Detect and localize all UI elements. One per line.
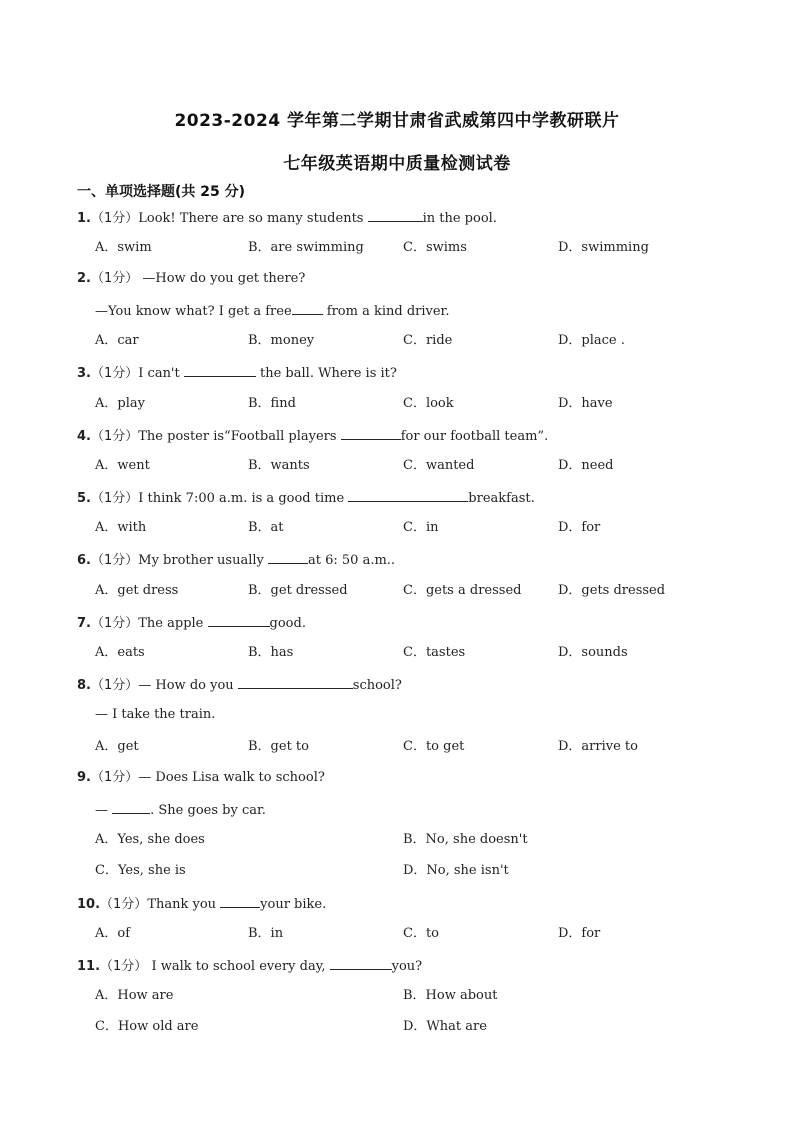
option-d[interactable]: D．gets dressed bbox=[558, 583, 666, 598]
option-a[interactable]: A．Yes, she does bbox=[95, 832, 205, 847]
option-c[interactable]: C．gets a dressed bbox=[403, 583, 522, 598]
question-score: （1分） bbox=[90, 616, 139, 631]
option-a[interactable]: A．car bbox=[95, 333, 139, 348]
option-d[interactable]: D．arrive to bbox=[558, 739, 638, 754]
answer-blank[interactable] bbox=[330, 957, 392, 970]
option-c[interactable]: C．to bbox=[403, 926, 439, 941]
answer-blank[interactable] bbox=[348, 489, 468, 502]
option-d[interactable]: D．What are bbox=[403, 1019, 487, 1034]
option-c[interactable]: C．ride bbox=[403, 333, 453, 348]
option-a[interactable]: A．swim bbox=[95, 240, 152, 255]
question-number: 1. bbox=[77, 211, 91, 226]
question-text: The apple bbox=[138, 616, 208, 631]
question-11 bbox=[77, 957, 422, 975]
option-c[interactable]: C．How old are bbox=[95, 1019, 199, 1034]
option-d[interactable]: D．for bbox=[558, 520, 601, 535]
option-a[interactable]: A．How are bbox=[95, 988, 174, 1003]
question-text: —How do you get there? bbox=[138, 271, 306, 286]
question-7 bbox=[77, 614, 306, 632]
option-a[interactable]: A．get bbox=[95, 739, 139, 754]
question-number: 2. bbox=[77, 271, 91, 286]
option-a[interactable]: A．with bbox=[95, 520, 147, 535]
answer-blank[interactable] bbox=[268, 551, 308, 564]
question-8-line2: — I take the train. bbox=[95, 707, 216, 722]
option-b[interactable]: B．get to bbox=[248, 739, 309, 754]
question-number: 8. bbox=[77, 678, 91, 693]
option-b[interactable]: B．get dressed bbox=[248, 583, 348, 598]
option-a[interactable]: A．went bbox=[95, 458, 150, 473]
option-d[interactable]: D．need bbox=[558, 458, 614, 473]
question-text: for our football team”. bbox=[400, 429, 549, 444]
question-text: My brother usually bbox=[138, 553, 269, 568]
question-text: — bbox=[95, 803, 113, 818]
option-c[interactable]: C．look bbox=[403, 396, 454, 411]
option-a[interactable]: A．eats bbox=[95, 645, 145, 660]
question-number: 7. bbox=[77, 616, 91, 631]
answer-blank[interactable] bbox=[112, 801, 150, 814]
option-c[interactable]: C．swims bbox=[403, 240, 467, 255]
question-score: （1分） bbox=[90, 366, 139, 381]
option-c[interactable]: C．in bbox=[403, 520, 439, 535]
question-text: — Does Lisa walk to school? bbox=[138, 770, 325, 785]
option-c[interactable]: C．to get bbox=[403, 739, 465, 754]
answer-blank[interactable] bbox=[292, 302, 323, 315]
question-text: I walk to school every day, bbox=[147, 959, 330, 974]
question-score: （1分） bbox=[90, 429, 139, 444]
question-4 bbox=[77, 427, 548, 445]
option-b[interactable]: B．are swimming bbox=[248, 240, 364, 255]
question-1 bbox=[77, 209, 497, 227]
question-5 bbox=[77, 489, 535, 507]
question-9 bbox=[77, 770, 325, 786]
question-text: from a kind driver. bbox=[322, 304, 450, 319]
option-b[interactable]: B．How about bbox=[403, 988, 498, 1003]
answer-blank[interactable] bbox=[238, 676, 353, 689]
question-2 bbox=[77, 271, 305, 287]
option-b[interactable]: B．in bbox=[248, 926, 284, 941]
question-score: （1分） bbox=[100, 897, 148, 912]
question-text: your bike. bbox=[260, 897, 327, 912]
question-score: （1分） bbox=[90, 678, 139, 693]
question-text: school? bbox=[352, 678, 402, 693]
question-score: （1分） bbox=[100, 959, 148, 974]
option-a[interactable]: A．of bbox=[95, 926, 131, 941]
question-text: at 6: 50 a.m.. bbox=[308, 553, 396, 568]
option-d[interactable]: D．for bbox=[558, 926, 601, 941]
section-heading: 一、单项选择题(共 25 分) bbox=[77, 184, 246, 200]
question-text: The poster is“Football players bbox=[138, 429, 341, 444]
question-score: （1分） bbox=[90, 491, 139, 506]
question-number: 5. bbox=[77, 491, 91, 506]
option-a[interactable]: A．get dress bbox=[95, 583, 179, 598]
question-text: I think 7:00 a.m. is a good time bbox=[138, 491, 349, 506]
option-b[interactable]: B．find bbox=[248, 396, 296, 411]
question-10 bbox=[77, 895, 326, 913]
option-b[interactable]: B．at bbox=[248, 520, 284, 535]
option-b[interactable]: B．money bbox=[248, 333, 315, 348]
option-d[interactable]: D．swimming bbox=[558, 240, 649, 255]
option-d[interactable]: D．sounds bbox=[558, 645, 628, 660]
question-8 bbox=[77, 676, 402, 694]
question-text: the ball. Where is it? bbox=[255, 366, 397, 381]
question-number: 6. bbox=[77, 553, 91, 568]
question-score: （1分） bbox=[90, 553, 139, 568]
question-2-line2 bbox=[95, 302, 449, 320]
question-text: Look! There are so many students bbox=[138, 211, 368, 226]
question-number: 11. bbox=[77, 959, 101, 974]
exam-title-line1: 2023-2024 学年第二学期甘肃省武威第四中学教研联片 bbox=[174, 111, 620, 131]
option-b[interactable]: B．No, she doesn't bbox=[403, 832, 528, 847]
question-score: （1分） bbox=[90, 211, 139, 226]
answer-blank[interactable] bbox=[208, 614, 270, 627]
question-score: （1分） bbox=[90, 770, 139, 785]
question-text: breakfast. bbox=[468, 491, 535, 506]
option-c[interactable]: C．tastes bbox=[403, 645, 466, 660]
option-d[interactable]: D．No, she isn't bbox=[403, 863, 509, 878]
option-a[interactable]: A．play bbox=[95, 396, 145, 411]
option-b[interactable]: B．has bbox=[248, 645, 294, 660]
question-6 bbox=[77, 551, 395, 569]
question-text: in the pool. bbox=[422, 211, 497, 226]
answer-blank[interactable] bbox=[184, 364, 256, 377]
option-d[interactable]: D．have bbox=[558, 396, 613, 411]
question-number: 3. bbox=[77, 366, 91, 381]
option-c[interactable]: C．Yes, she is bbox=[95, 863, 186, 878]
question-3 bbox=[77, 364, 397, 382]
question-9-line2 bbox=[95, 801, 266, 819]
answer-blank[interactable] bbox=[220, 895, 260, 908]
option-b[interactable]: B．wants bbox=[248, 458, 310, 473]
question-text: — How do you bbox=[138, 678, 238, 693]
exam-title-line2: 七年级英语期中质量检测试卷 bbox=[283, 154, 511, 174]
question-text: Thank you bbox=[147, 897, 221, 912]
answer-blank[interactable] bbox=[341, 427, 401, 440]
question-number: 4. bbox=[77, 429, 91, 444]
question-score: （1分） bbox=[90, 271, 139, 286]
answer-blank[interactable] bbox=[368, 209, 423, 222]
question-text: good. bbox=[269, 616, 306, 631]
question-number: 9. bbox=[77, 770, 91, 785]
question-text: I can't bbox=[138, 366, 184, 381]
question-text: . She goes by car. bbox=[150, 803, 266, 818]
question-text: you? bbox=[391, 959, 423, 974]
question-text: —You know what? I get a free bbox=[95, 304, 292, 319]
question-number: 10. bbox=[77, 897, 101, 912]
option-d[interactable]: D．place . bbox=[558, 333, 625, 348]
option-c[interactable]: C．wanted bbox=[403, 458, 475, 473]
